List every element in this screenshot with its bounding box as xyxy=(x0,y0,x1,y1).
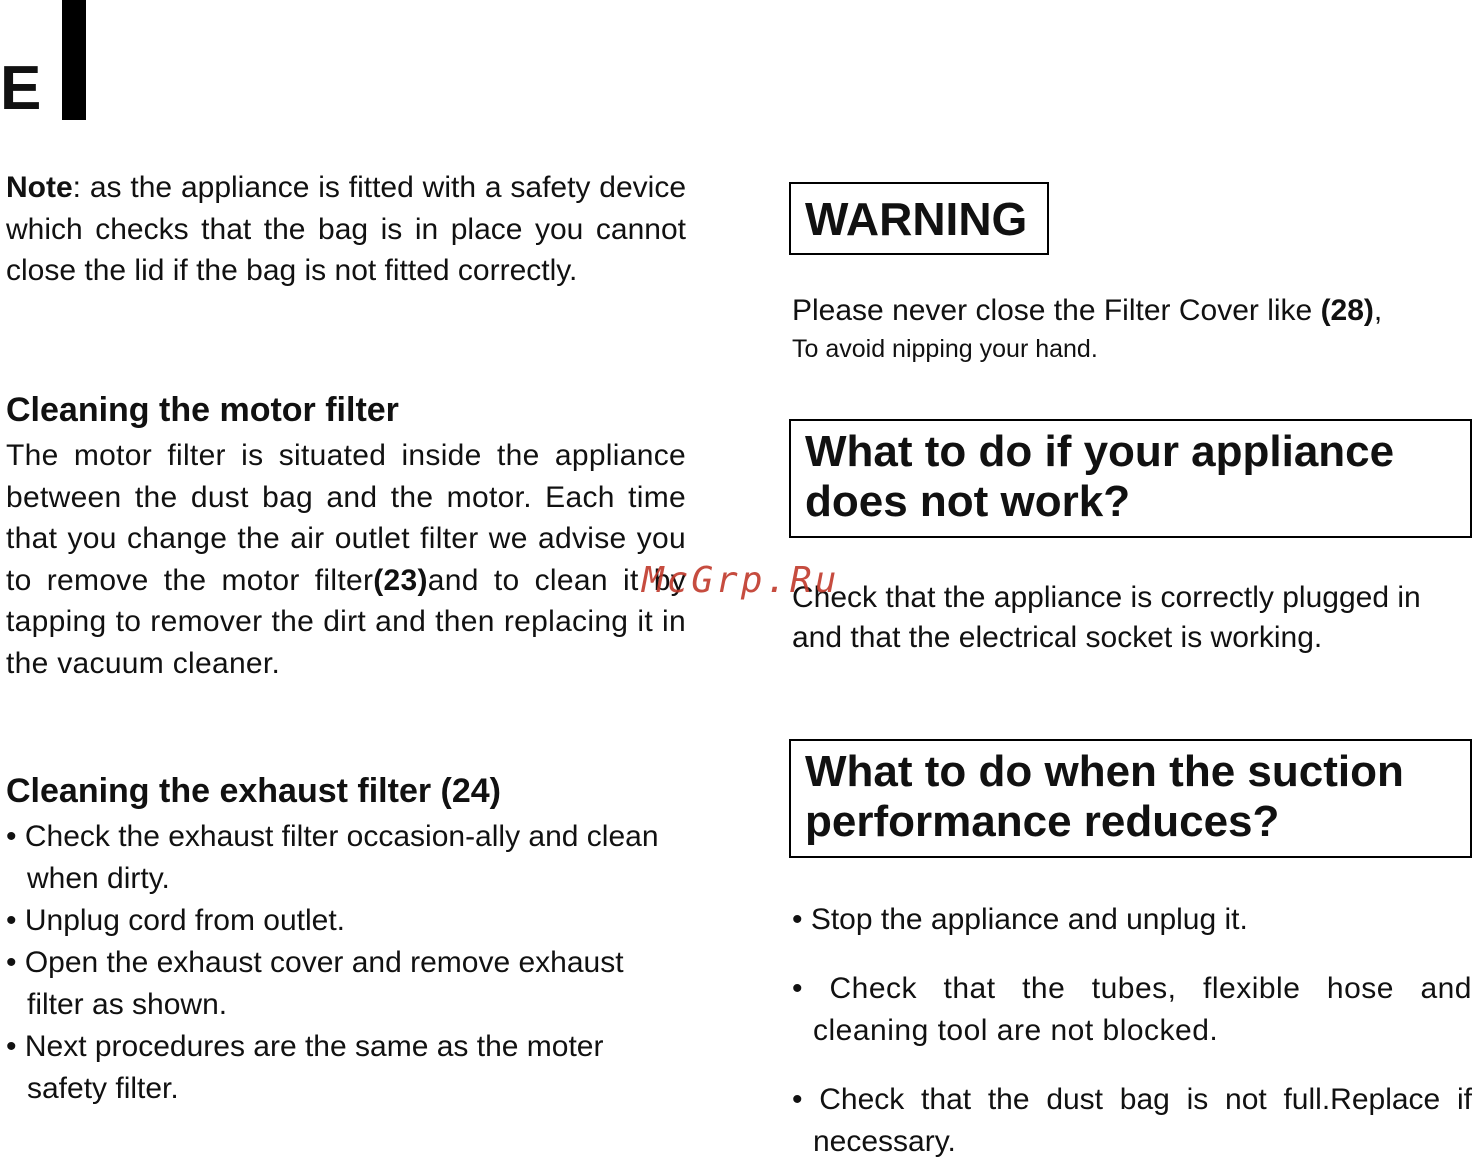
warning-ref: (28) xyxy=(1320,294,1374,327)
list-item: • Check the exhaust filter occasion-ally and clean when dirty. xyxy=(6,820,659,895)
list-item: • Stop the appliance and unplug it. xyxy=(792,903,1248,936)
list-item: • Check that the dust bag is not full.Replace if necessary. xyxy=(792,1083,1472,1158)
not-working-title: What to do if your appliance does not work? xyxy=(805,427,1395,526)
not-working-text: Check that the appliance is correctly plugged in and that the electrical socket is working. xyxy=(792,581,1421,654)
note-text: : as the appliance is fitted with a safety device which checks that the bag is in place you cannot close the lid if the bag is not fitted correctly. xyxy=(6,171,686,287)
warning-title: WARNING xyxy=(805,193,1028,245)
language-letter: E xyxy=(0,54,42,123)
watermark: McGrp.Ru xyxy=(642,560,840,601)
list-item: • Check that the tubes, flexible hose and cleaning tool are not blocked. xyxy=(792,972,1472,1047)
suction-list xyxy=(792,899,1472,1163)
suction-title: What to do when the suction performance reduces? xyxy=(805,747,1404,846)
list-item: • Open the exhaust cover and remove exhaust filter as shown. xyxy=(6,946,624,1021)
list-item: • Unplug cord from outlet. xyxy=(6,904,345,937)
exhaust-filter-heading: Cleaning the exhaust filter (24) xyxy=(6,772,501,810)
motor-filter-ref: (23) xyxy=(373,563,428,597)
motor-filter-text-after: and to clean it by tapping to remover the dirt and then replacing it in the vacuum cleaner. xyxy=(6,563,686,680)
list-item: • Next procedures are the same as the moter safety filter. xyxy=(6,1030,604,1105)
note-label: Note xyxy=(6,171,73,204)
motor-filter-text-before: The motor filter is situated inside the appliance between the dust bag and the motor. Each time that you change the air outlet filter we advise you to remove the motor filter xyxy=(6,439,686,597)
not-working-box xyxy=(789,419,1472,538)
warning-text: Please never close the Filter Cover like xyxy=(792,294,1321,327)
warning-line-1 xyxy=(792,291,1472,331)
note-paragraph xyxy=(6,167,686,292)
language-bar xyxy=(62,0,86,120)
warning-comma: , xyxy=(1373,294,1383,327)
warning-line-2: To avoid nipping your hand. xyxy=(792,335,1098,363)
exhaust-filter-list xyxy=(6,816,666,1110)
warning-box xyxy=(789,182,1049,255)
motor-filter-paragraph xyxy=(6,435,686,684)
suction-box xyxy=(789,739,1472,858)
motor-filter-heading: Cleaning the motor filter xyxy=(6,391,399,429)
